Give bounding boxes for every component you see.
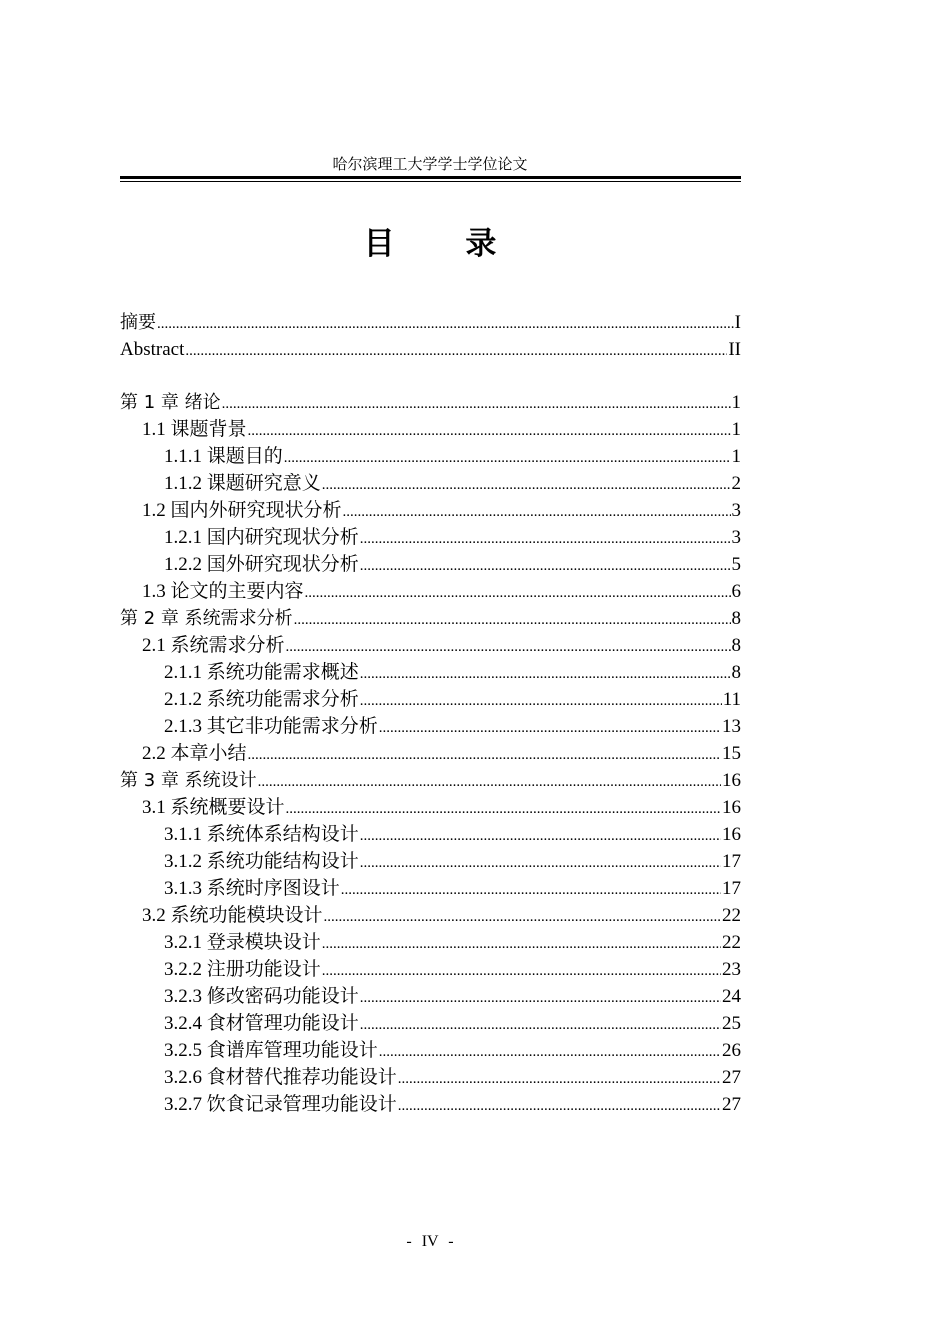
toc-entry-page: 8 (731, 635, 741, 656)
toc-entry[interactable] (120, 1037, 741, 1064)
toc-entry-label: 3.2.5 食谱库管理功能设计 (164, 1040, 378, 1061)
toc-entry-label: 第 1 章 绪论 (120, 392, 221, 413)
toc-dot-leader (360, 848, 721, 877)
toc-entry-label: 1.1.1 课题目的 (164, 446, 283, 467)
toc-dot-leader (360, 659, 731, 688)
toc-entry-page: 27 (722, 1067, 741, 1088)
toc-entry-label: 3.1.1 系统体系结构设计 (164, 824, 359, 845)
toc-entry-page: 1 (731, 392, 741, 413)
toc-entry[interactable] (120, 551, 741, 578)
toc-entry-page: 17 (722, 878, 741, 899)
toc-entry[interactable] (120, 497, 741, 524)
toc-entry-page: 22 (722, 932, 741, 953)
toc-entry-label: 1.1.2 课题研究意义 (164, 473, 321, 494)
toc-dot-leader (286, 794, 721, 823)
toc-dot-leader (360, 1010, 721, 1039)
toc-dot-leader (248, 740, 721, 769)
toc-entry[interactable] (120, 524, 741, 551)
toc-entry-label: 1.2.1 国内研究现状分析 (164, 527, 359, 548)
toc-entry[interactable] (120, 929, 741, 956)
toc-entry-label: 1.1 课题背景 (142, 419, 247, 440)
toc-dot-leader (398, 1064, 721, 1093)
toc-entry-page: 23 (722, 959, 741, 980)
toc-dot-leader (222, 389, 731, 418)
toc-dot-leader (305, 578, 731, 607)
toc-dot-leader (284, 443, 731, 472)
toc-entry-page: 22 (722, 905, 741, 926)
toc-entry-page: 16 (722, 797, 741, 818)
toc-entry-label: 2.1.3 其它非功能需求分析 (164, 716, 378, 737)
toc-entry[interactable] (120, 578, 741, 605)
header-rule-thin (120, 181, 741, 182)
toc-dot-leader (258, 767, 721, 796)
toc-entry[interactable] (120, 1091, 741, 1118)
toc-entry-page: 25 (722, 1013, 741, 1034)
toc-entry-page: 16 (722, 824, 741, 845)
toc-dot-leader (324, 902, 721, 931)
toc-entry-page: 15 (722, 743, 741, 764)
page-number: - IV - (406, 1233, 454, 1250)
toc-dot-leader (360, 821, 721, 850)
toc-entry-label: 3.2 系统功能模块设计 (142, 905, 323, 926)
toc-entry[interactable] (120, 821, 741, 848)
toc-entry-label: 3.1 系统概要设计 (142, 797, 285, 818)
toc-entry[interactable] (120, 309, 741, 336)
toc-entry[interactable] (120, 983, 741, 1010)
toc-entry-page: 5 (731, 554, 741, 575)
toc-entry[interactable] (120, 875, 741, 902)
toc-entry-page: 3 (731, 500, 741, 521)
toc-title: 目 录 (363, 226, 527, 262)
toc-dot-leader (379, 1037, 721, 1066)
toc-entry-label: 2.1 系统需求分析 (142, 635, 285, 656)
toc-dot-leader (343, 497, 731, 526)
toc-dot-leader (322, 929, 721, 958)
header-rule-thick (120, 176, 741, 179)
toc-entry-page: 24 (722, 986, 741, 1007)
toc-entry-label: Abstract (120, 339, 185, 360)
toc-entry-page: 8 (731, 662, 741, 683)
toc-entry-page: I (734, 312, 741, 333)
toc-entry-label: 第 2 章 系统需求分析 (120, 608, 293, 629)
toc-entry[interactable] (120, 389, 741, 416)
toc-entry[interactable] (120, 740, 741, 767)
toc-dot-leader (360, 524, 731, 553)
toc-entry[interactable] (120, 767, 741, 794)
toc-entry-label: 3.1.2 系统功能结构设计 (164, 851, 359, 872)
toc-entry-label: 3.2.4 食材管理功能设计 (164, 1013, 359, 1034)
toc-entry-label: 1.3 论文的主要内容 (142, 581, 304, 602)
toc-entry-label: 3.2.6 食材替代推荐功能设计 (164, 1067, 397, 1088)
toc-entry-page: 2 (731, 473, 741, 494)
toc-dot-leader (185, 336, 727, 365)
toc-entry[interactable] (120, 956, 741, 983)
toc-entry-label: 3.1.3 系统时序图设计 (164, 878, 340, 899)
toc-entry[interactable] (120, 1064, 741, 1091)
toc-dot-leader (157, 309, 734, 338)
toc-entry-label: 3.2.1 登录模块设计 (164, 932, 321, 953)
toc-entry-label: 2.1.2 系统功能需求分析 (164, 689, 359, 710)
toc-entry-page: 8 (731, 608, 741, 629)
toc-dot-leader (248, 416, 731, 445)
toc-entry-label: 第 3 章 系统设计 (120, 770, 257, 791)
toc-entry-page: 13 (722, 716, 741, 737)
toc-entry-label: 3.2.7 饮食记录管理功能设计 (164, 1094, 397, 1115)
toc-dot-leader (360, 551, 731, 580)
toc-dot-leader (322, 470, 731, 499)
toc-entry[interactable] (120, 1010, 741, 1037)
toc-dot-leader (341, 875, 721, 904)
toc-entry-page: II (728, 339, 741, 360)
toc-entry-page: 16 (722, 770, 741, 791)
toc-entry-label: 2.1.1 系统功能需求概述 (164, 662, 359, 683)
toc-entry-page: 26 (722, 1040, 741, 1061)
toc-dot-leader (360, 686, 722, 715)
toc-entry[interactable] (120, 848, 741, 875)
toc-entry[interactable] (120, 659, 741, 686)
toc-dot-leader (286, 632, 731, 661)
toc-entry[interactable] (120, 416, 741, 443)
toc-entry[interactable] (120, 443, 741, 470)
toc-entry-label: 1.2 国内外研究现状分析 (142, 500, 342, 521)
toc-entry-page: 1 (731, 446, 741, 467)
toc-dot-leader (398, 1091, 721, 1120)
toc-entry[interactable] (120, 632, 741, 659)
running-header: 哈尔滨理工大学学士学位论文 (332, 157, 528, 173)
toc-entry[interactable] (120, 902, 741, 929)
toc-entry[interactable] (120, 336, 741, 363)
toc-dot-leader (322, 956, 721, 985)
toc-dot-leader (294, 605, 731, 634)
toc-entry[interactable] (120, 686, 741, 713)
toc-entry[interactable] (120, 794, 741, 821)
toc-entry-page: 11 (722, 689, 741, 710)
toc-entry-label: 1.2.2 国外研究现状分析 (164, 554, 359, 575)
toc-entry-label: 摘要 (120, 312, 156, 333)
toc-entry-label: 3.2.2 注册功能设计 (164, 959, 321, 980)
toc-entry-page: 6 (731, 581, 741, 602)
toc-entry[interactable] (120, 470, 741, 497)
toc-entry-label: 2.2 本章小结 (142, 743, 247, 764)
table-of-contents (120, 309, 741, 1118)
toc-entry[interactable] (120, 605, 741, 632)
toc-entry-page: 17 (722, 851, 741, 872)
toc-dot-leader (379, 713, 721, 742)
toc-entry-page: 1 (731, 419, 741, 440)
toc-entry[interactable] (120, 713, 741, 740)
toc-entry-page: 27 (722, 1094, 741, 1115)
toc-entry-label: 3.2.3 修改密码功能设计 (164, 986, 359, 1007)
toc-dot-leader (360, 983, 721, 1012)
toc-entry-page: 3 (731, 527, 741, 548)
